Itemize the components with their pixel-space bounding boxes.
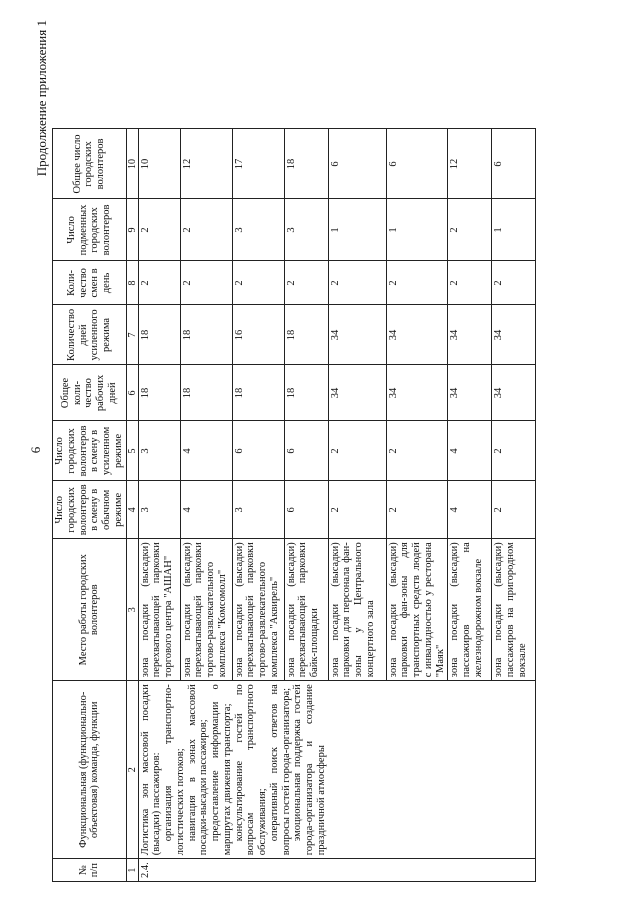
column-number: 9 [126,199,138,261]
value-cell: 4 [180,421,232,481]
work-place-cell: зона посадки (высадки) пассажиров на железнодорожном вокзале [448,539,492,681]
header-cell: № п/п [53,859,127,882]
value-cell: 4 [448,421,492,481]
value-cell: 3 [284,199,328,261]
column-number: 10 [126,129,138,199]
value-cell: 34 [328,305,386,365]
value-cell: 4 [448,481,492,539]
function-item: оперативный поиск ответов на вопросы гостей города-организатора; [268,684,292,856]
value-cell: 2 [328,481,386,539]
work-place-cell: зона посадки (высадки) перехватывающей парковки торгово-развлекательного комплекса "Аквирель" [232,539,284,681]
value-cell: 18 [180,365,232,421]
value-cell: 6 [232,421,284,481]
row-number-cell: 2.4. [138,859,536,882]
table-body [138,129,536,882]
work-place-cell: зона посадки (высадки) перехватывающей парковки торгового центра "АШАН" [138,539,180,681]
value-cell: 18 [284,305,328,365]
column-number: 2 [126,681,138,859]
page-number: 6 [28,446,43,454]
value-cell: 2 [138,199,180,261]
header-cell: Функциональная (функционально-объектовая) команда, функции [53,681,127,859]
value-cell: 18 [284,129,328,199]
function-item: эмоциональная поддержка гостей города-организатора и создание праздничной атмосферы [292,684,327,856]
function-item: Логистика зон массовой посадки (высадки) пассажиров: [139,684,163,856]
column-number: 4 [126,481,138,539]
value-cell: 34 [328,365,386,421]
work-place-cell: зона посадки (высадки) парковки фан-зоны для транспортных средств людей с инвалидностью у ресторана "Маяк" [386,539,448,681]
function-item: предоставление информации о маршрутах движения транспорта; [210,684,233,856]
volunteers-table [52,128,536,882]
value-cell: 2 [448,261,492,305]
value-cell: 2 [386,481,448,539]
value-cell: 2 [328,261,386,305]
header-cell: Число городских волонтеров в смену в обычном режиме [53,481,127,539]
value-cell: 2 [232,261,284,305]
value-cell: 6 [386,129,448,199]
value-cell: 3 [138,421,180,481]
value-cell: 12 [180,129,232,199]
value-cell: 2 [328,421,386,481]
value-cell: 18 [232,365,284,421]
value-cell: 18 [138,365,180,421]
continuation-note: Продолжение приложения 1 [34,20,49,177]
header-cell: Число городских волонтеров в смену в усиленном режиме [53,421,127,481]
work-place-cell: зона посадки (высадки) перехватывающей парковки байк-площадки [284,539,328,681]
value-cell: 2 [386,261,448,305]
value-cell: 18 [138,305,180,365]
work-place-cell: зона посадки (высадки) пассажиров на пригородном вокзале [492,539,536,681]
value-cell: 6 [328,129,386,199]
table-header-row [53,129,127,882]
value-cell: 6 [284,421,328,481]
column-number: 5 [126,421,138,481]
value-cell: 2 [448,199,492,261]
value-cell: 1 [492,199,536,261]
value-cell: 34 [386,305,448,365]
value-cell: 12 [448,129,492,199]
function-item: навигация в зонах массовой посадки-высадки пассажиров; [186,684,210,856]
value-cell: 18 [284,365,328,421]
value-cell: 16 [232,305,284,365]
value-cell: 2 [492,481,536,539]
value-cell: 6 [284,481,328,539]
function-item: консультирование гостей по вопросам транспортного обслуживания; [233,684,269,856]
value-cell: 2 [386,421,448,481]
column-number: 6 [126,365,138,421]
table-row [138,129,180,882]
functions-cell [138,681,536,859]
value-cell: 2 [180,199,232,261]
value-cell: 34 [386,365,448,421]
column-number-row [126,129,138,882]
value-cell: 34 [448,365,492,421]
column-number: 3 [126,539,138,681]
header-cell: Место работы городских волонтеров [53,539,127,681]
value-cell: 10 [138,129,180,199]
header-cell: Общее коли-чество рабочих дней [53,365,127,421]
value-cell: 4 [180,481,232,539]
value-cell: 1 [386,199,448,261]
value-cell: 3 [232,199,284,261]
value-cell: 2 [138,261,180,305]
value-cell: 34 [492,365,536,421]
header-cell: Общее число городских волонтеров [53,129,127,199]
value-cell: 2 [492,261,536,305]
column-number: 1 [126,859,138,882]
value-cell: 2 [180,261,232,305]
header-cell: Коли-чество смен в день [53,261,127,305]
value-cell: 17 [232,129,284,199]
rotated-document-page [20,10,620,890]
header-cell: Число подменных городских волонтеров [53,199,127,261]
value-cell: 34 [492,305,536,365]
function-item: организация транспортно-логистических потоков; [163,684,186,856]
value-cell: 3 [232,481,284,539]
value-cell: 6 [492,129,536,199]
value-cell: 18 [180,305,232,365]
column-number: 8 [126,261,138,305]
value-cell: 34 [448,305,492,365]
value-cell: 1 [328,199,386,261]
column-number: 7 [126,305,138,365]
value-cell: 3 [138,481,180,539]
work-place-cell: зона посадки (высадки) перехватывающей парковки торгово-развлекательного комплекса "Комсомолл" [180,539,232,681]
value-cell: 2 [492,421,536,481]
header-cell: Количество дней усиленного режима [53,305,127,365]
value-cell: 2 [284,261,328,305]
work-place-cell: зона посадки (высадки) парковки для персонала фан-зоны у Центрального концертного зала [328,539,386,681]
